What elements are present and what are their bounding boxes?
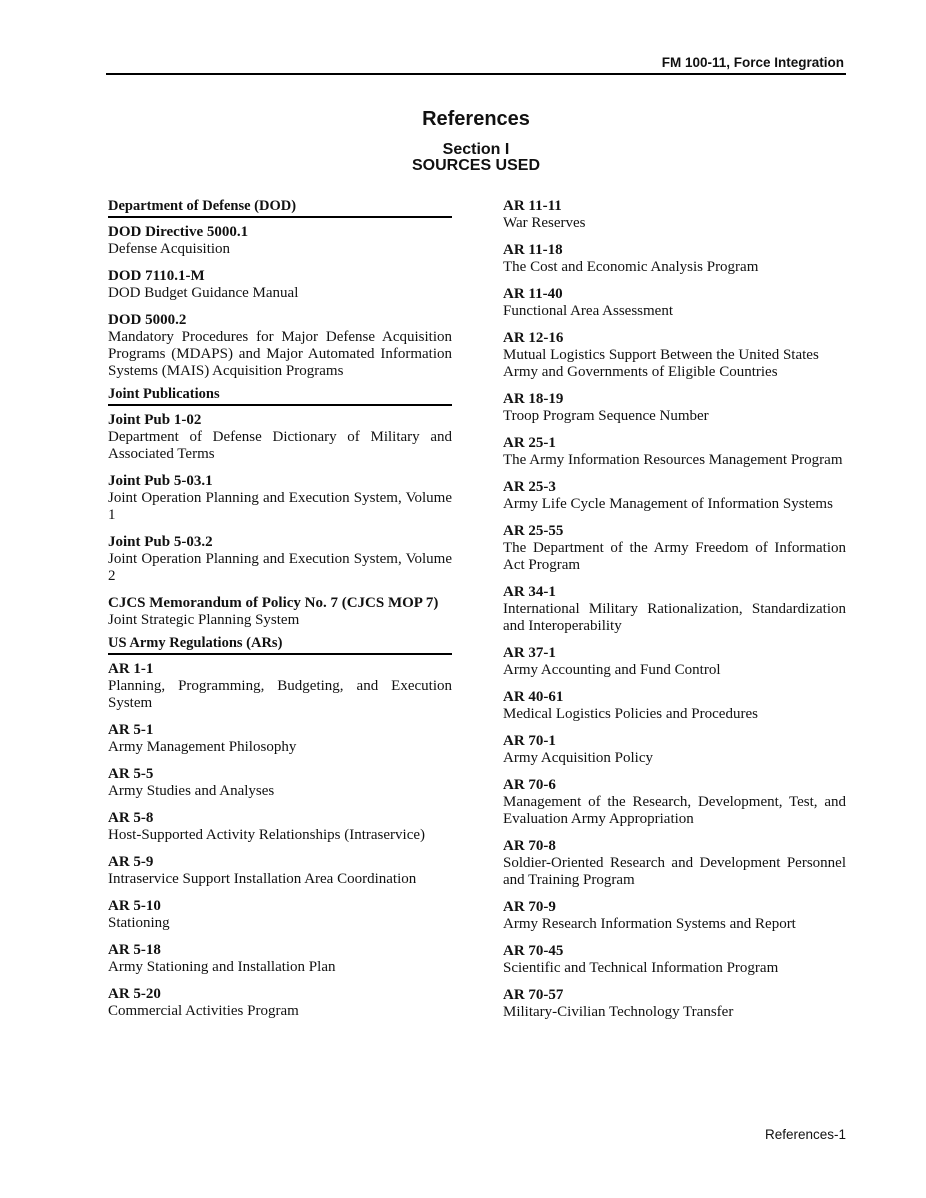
reference-title: Army Research Information Systems and Report (503, 916, 796, 932)
reference-entry (108, 766, 452, 800)
group-heading-dod: Department of Defense (DOD) (108, 198, 452, 218)
reference-entry (108, 942, 452, 976)
reference-id: AR 25-3 (503, 479, 556, 495)
reference-entry (503, 391, 846, 425)
running-header: FM 100-11, Force Integration (661, 55, 844, 70)
reference-title: Department of Defense Dictionary of Military and Associated Terms (108, 429, 452, 462)
reference-id: AR 5-10 (108, 898, 161, 914)
reference-id: AR 70-45 (503, 943, 564, 959)
reference-id: AR 5-20 (108, 986, 161, 1002)
reference-entry (108, 412, 452, 463)
reference-id: AR 1-1 (108, 661, 154, 677)
reference-id: Joint Pub 5-03.1 (108, 473, 213, 489)
reference-title: Scientific and Technical Information Program (503, 960, 779, 976)
reference-title: The Department of the Army Freedom of Information Act Program (503, 540, 846, 573)
reference-title: Stationing (108, 915, 170, 931)
reference-title: International Military Rationalization, Standardization and Interoperability (503, 601, 846, 634)
reference-id: AR 25-1 (503, 435, 556, 451)
reference-entry (503, 286, 846, 320)
reference-id: AR 5-5 (108, 766, 154, 782)
group-heading-joint-publications: Joint Publications (108, 386, 452, 406)
reference-entry (503, 838, 846, 889)
reference-title: Army Life Cycle Management of Information Systems (503, 496, 833, 512)
page-number: References-1 (764, 1127, 846, 1142)
reference-entry (503, 777, 846, 828)
reference-id: AR 11-40 (503, 286, 563, 302)
reference-entry (108, 722, 452, 756)
reference-id: CJCS Memorandum of Policy No. 7 (CJCS MOP 7) (108, 595, 439, 611)
header-rule (106, 73, 846, 75)
reference-id: AR 5-8 (108, 810, 154, 826)
reference-title: Joint Operation Planning and Execution System, Volume 1 (108, 490, 452, 523)
page-title: References (422, 108, 530, 130)
reference-entry (503, 943, 846, 977)
reference-entry (108, 854, 452, 888)
reference-entry (108, 534, 452, 585)
reference-id: AR 70-8 (503, 838, 556, 854)
reference-entry (503, 899, 846, 933)
reference-id: AR 25-55 (503, 523, 564, 539)
reference-title: Mandatory Procedures for Major Defense Acquisition Programs (MDAPS) and Major Automated Information Systems (MAIS) Acquisition Programs (108, 329, 452, 379)
reference-title: Army Studies and Analyses (108, 783, 275, 799)
reference-id: AR 5-9 (108, 854, 154, 870)
reference-id: DOD 5000.2 (108, 312, 187, 328)
reference-entry (503, 584, 846, 635)
reference-title: Army Stationing and Installation Plan (108, 959, 336, 975)
reference-title: The Army Information Resources Management Program (503, 452, 843, 468)
reference-title: Defense Acquisition (108, 241, 231, 257)
reference-id: AR 70-9 (503, 899, 556, 915)
reference-title: Army Management Philosophy (108, 739, 297, 755)
section-label: Section I (442, 141, 510, 158)
reference-entry (503, 733, 846, 767)
reference-entry (108, 810, 452, 844)
reference-id: AR 5-1 (108, 722, 154, 738)
reference-title: War Reserves (503, 215, 586, 231)
reference-title: Troop Program Sequence Number (503, 408, 709, 424)
reference-entry (503, 330, 846, 381)
reference-id: AR 5-18 (108, 942, 161, 958)
right-column (503, 198, 846, 1031)
reference-title: Army Acquisition Policy (503, 750, 653, 766)
reference-entry (503, 987, 846, 1021)
reference-entry (108, 661, 452, 712)
reference-entry (108, 898, 452, 932)
reference-entry (108, 224, 452, 258)
reference-entry (503, 479, 846, 513)
reference-title: Soldier-Oriented Research and Development Personnel and Training Program (503, 855, 846, 888)
reference-title: Medical Logistics Policies and Procedures (503, 706, 758, 722)
reference-entry (503, 689, 846, 723)
reference-title: Military-Civilian Technology Transfer (503, 1004, 734, 1020)
reference-title: Joint Strategic Planning System (108, 612, 300, 628)
reference-id: AR 12-16 (503, 330, 564, 346)
reference-entry (503, 645, 846, 679)
reference-entry (108, 312, 452, 380)
reference-id: AR 18-19 (503, 391, 564, 407)
reference-id: DOD Directive 5000.1 (108, 224, 249, 240)
reference-title: Functional Area Assessment (503, 303, 673, 319)
left-column (108, 198, 452, 1030)
reference-id: AR 70-1 (503, 733, 556, 749)
reference-title: Army Accounting and Fund Control (503, 662, 721, 678)
reference-id: AR 70-6 (503, 777, 556, 793)
reference-entry (108, 595, 452, 629)
section-title: SOURCES USED (411, 157, 541, 174)
reference-title: Commercial Activities Program (108, 1003, 299, 1019)
reference-title: DOD Budget Guidance Manual (108, 285, 299, 301)
reference-entry (108, 986, 452, 1020)
reference-id: Joint Pub 1-02 (108, 412, 202, 428)
reference-title: Host-Supported Activity Relationships (Intraservice) (108, 827, 426, 843)
reference-title: Mutual Logistics Support Between the United States Army and Governments of Eligible Countries (503, 347, 819, 380)
reference-id: DOD 7110.1-M (108, 268, 205, 284)
reference-entry (503, 435, 846, 469)
reference-id: AR 37-1 (503, 645, 556, 661)
reference-entry (108, 473, 452, 524)
reference-id: AR 40-61 (503, 689, 564, 705)
reference-title: Intraservice Support Installation Area Coordination (108, 871, 417, 887)
reference-id: AR 11-11 (503, 198, 562, 214)
reference-entry (503, 198, 846, 232)
reference-entry (503, 523, 846, 574)
reference-id: AR 34-1 (503, 584, 556, 600)
reference-id: Joint Pub 5-03.2 (108, 534, 213, 550)
reference-id: AR 70-57 (503, 987, 564, 1003)
reference-id: AR 11-18 (503, 242, 563, 258)
reference-entry (108, 268, 452, 302)
reference-title: Planning, Programming, Budgeting, and Execution System (108, 678, 452, 711)
reference-title: The Cost and Economic Analysis Program (503, 259, 759, 275)
group-heading-army-regulations: US Army Regulations (ARs) (108, 635, 452, 655)
reference-title: Management of the Research, Development, Test, and Evaluation Army Appropriation (503, 794, 846, 827)
reference-title: Joint Operation Planning and Execution System, Volume 2 (108, 551, 452, 584)
reference-entry (503, 242, 846, 276)
